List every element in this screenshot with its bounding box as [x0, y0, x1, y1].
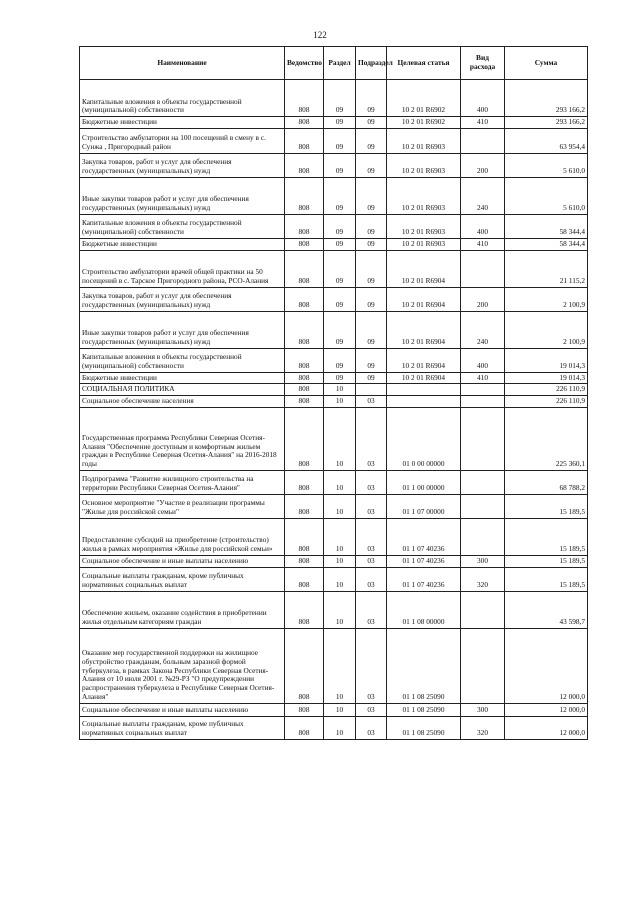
row-name: Капитальные вложения в объекты государственной (муниципальной) собственности	[80, 348, 285, 372]
row-subsection: 09	[356, 117, 387, 129]
row-subsection: 09	[356, 177, 387, 214]
row-expense-type: 410	[461, 117, 505, 129]
row-sum: 19 014,3	[505, 348, 588, 372]
row-subsection: 03	[356, 703, 387, 716]
row-sum: 12 000,0	[505, 716, 588, 739]
row-subsection: 03	[356, 494, 387, 518]
row-name: Социальное обеспечение и иные выплаты населению	[80, 555, 285, 567]
row-section: 10	[324, 407, 356, 470]
row-sum: 68 788,2	[505, 470, 588, 494]
row-sum: 15 189,5	[505, 567, 588, 591]
row-section: 09	[324, 238, 356, 250]
row-department: 808	[285, 518, 324, 555]
table-row	[80, 407, 588, 470]
row-expense-type: 400	[461, 348, 505, 372]
row-name: Социальные выплаты гражданам, кроме публичных нормативных социальных выплат	[80, 716, 285, 739]
row-name: Основное мероприятие "Участие в реализации программы "Жилье для российской семьи"	[80, 494, 285, 518]
row-department: 808	[285, 494, 324, 518]
row-name: Оказание мер государственной поддержки на жилищное обустройство гражданам, больным заразной формой туберкулеза, в рамках Закона Республики Северная Осетия-Алания от 10 июля 2001 г. №29-РЗ "О предупреждении распространения туберкулеза в Республике Северная Осетия-Алания"	[80, 628, 285, 703]
row-expense-type	[461, 628, 505, 703]
col-header-subsection: Подраздел	[356, 47, 387, 80]
table-row	[80, 287, 588, 311]
row-target-article: 10 2 01 R6903	[387, 214, 461, 238]
table-row	[80, 372, 588, 384]
row-department: 808	[285, 128, 324, 153]
row-target-article	[387, 384, 461, 396]
row-subsection: 09	[356, 153, 387, 177]
row-name: Предоставление субсидий на приобретение (строительство) жилья в рамках мероприятия «Жилье для российской семьи»	[80, 518, 285, 555]
table-row	[80, 214, 588, 238]
row-target-article: 01 1 08 25090	[387, 716, 461, 739]
table-row	[80, 384, 588, 396]
row-section: 09	[324, 117, 356, 129]
row-sum: 12 000,0	[505, 703, 588, 716]
row-department: 808	[285, 348, 324, 372]
row-department: 808	[285, 372, 324, 384]
table-row	[80, 555, 588, 567]
row-target-article: 01 1 08 25090	[387, 628, 461, 703]
row-section: 09	[324, 372, 356, 384]
row-target-article: 10 2 01 R6904	[387, 348, 461, 372]
row-department: 808	[285, 555, 324, 567]
row-section: 10	[324, 628, 356, 703]
row-expense-type	[461, 591, 505, 628]
row-section: 10	[324, 567, 356, 591]
row-department: 808	[285, 117, 324, 129]
row-expense-type: 300	[461, 555, 505, 567]
row-sum: 5 610,0	[505, 177, 588, 214]
row-target-article: 01 1 07 00000	[387, 494, 461, 518]
row-subsection: 03	[356, 396, 387, 408]
row-target-article: 10 2 01 R6904	[387, 311, 461, 348]
row-department: 808	[285, 470, 324, 494]
row-target-article: 10 2 01 R6904	[387, 250, 461, 287]
row-subsection: 03	[356, 518, 387, 555]
row-name: Бюджетные инвестиции	[80, 372, 285, 384]
row-expense-type: 410	[461, 238, 505, 250]
row-sum: 58 344,4	[505, 214, 588, 238]
row-expense-type: 320	[461, 716, 505, 739]
row-sum: 293 166,2	[505, 117, 588, 129]
header-row	[80, 47, 588, 80]
table-row	[80, 567, 588, 591]
row-department: 808	[285, 396, 324, 408]
row-section: 09	[324, 287, 356, 311]
table-row	[80, 128, 588, 153]
table-row	[80, 250, 588, 287]
table-row	[80, 117, 588, 129]
row-sum: 15 189,5	[505, 494, 588, 518]
row-sum: 2 100,9	[505, 311, 588, 348]
row-subsection: 03	[356, 716, 387, 739]
row-section: 10	[324, 555, 356, 567]
row-sum: 21 115,2	[505, 250, 588, 287]
row-department: 808	[285, 311, 324, 348]
row-sum: 12 000,0	[505, 628, 588, 703]
row-name: Капитальные вложения в объекты государственной (муниципальной) собственности	[80, 214, 285, 238]
row-target-article: 01 1 08 00000	[387, 591, 461, 628]
row-department: 808	[285, 250, 324, 287]
row-expense-type	[461, 494, 505, 518]
table-row	[80, 153, 588, 177]
row-expense-type	[461, 128, 505, 153]
row-subsection: 03	[356, 628, 387, 703]
table-row	[80, 80, 588, 117]
row-expense-type: 240	[461, 177, 505, 214]
row-expense-type	[461, 407, 505, 470]
row-name: Государственная программа Республики Северная Осетия-Алания "Обеспечение доступным и комфортным жильем граждан в Республике Северная Осетия-Алания" на 2016-2018 годы	[80, 407, 285, 470]
row-section: 09	[324, 80, 356, 117]
row-name: Социальные выплаты гражданам, кроме публичных нормативных социальных выплат	[80, 567, 285, 591]
row-section: 10	[324, 470, 356, 494]
table-row	[80, 703, 588, 716]
row-department: 808	[285, 384, 324, 396]
row-subsection: 03	[356, 567, 387, 591]
row-expense-type: 400	[461, 80, 505, 117]
row-subsection: 03	[356, 591, 387, 628]
row-department: 808	[285, 238, 324, 250]
row-target-article: 10 2 01 R6904	[387, 372, 461, 384]
row-section: 10	[324, 396, 356, 408]
row-section: 10	[324, 703, 356, 716]
row-target-article: 01 1 08 25090	[387, 703, 461, 716]
table-row	[80, 311, 588, 348]
row-expense-type	[461, 250, 505, 287]
table-row	[80, 591, 588, 628]
col-header-sum: Сумма	[505, 47, 588, 80]
row-department: 808	[285, 591, 324, 628]
col-header-target-article: Целевая статья	[387, 47, 461, 80]
col-header-department: Ведомство	[285, 47, 324, 80]
row-target-article: 01 1 07 40236	[387, 567, 461, 591]
row-expense-type	[461, 470, 505, 494]
row-department: 808	[285, 287, 324, 311]
row-sum: 58 344,4	[505, 238, 588, 250]
table-row	[80, 470, 588, 494]
row-sum: 225 360,1	[505, 407, 588, 470]
row-section: 09	[324, 128, 356, 153]
row-section: 09	[324, 177, 356, 214]
row-subsection: 09	[356, 250, 387, 287]
row-subsection: 09	[356, 214, 387, 238]
row-target-article: 10 2 01 R6903	[387, 238, 461, 250]
row-target-article: 10 2 01 R6903	[387, 128, 461, 153]
row-section: 10	[324, 518, 356, 555]
row-target-article: 10 2 01 R6904	[387, 287, 461, 311]
row-expense-type: 200	[461, 153, 505, 177]
col-header-name: Наименование	[80, 47, 285, 80]
row-target-article: 01 1 00 00000	[387, 470, 461, 494]
row-sum: 293 166,2	[505, 80, 588, 117]
row-subsection: 09	[356, 80, 387, 117]
row-department: 808	[285, 407, 324, 470]
row-name: Социальное обеспечение и иные выплаты населению	[80, 703, 285, 716]
row-target-article	[387, 396, 461, 408]
row-sum: 15 189,5	[505, 518, 588, 555]
row-section: 09	[324, 250, 356, 287]
row-department: 808	[285, 716, 324, 739]
row-name: Иные закупки товаров работ и услуг для обеспечения государственных (муниципальных) нужд	[80, 177, 285, 214]
row-department: 808	[285, 153, 324, 177]
table-row	[80, 518, 588, 555]
row-subsection: 03	[356, 470, 387, 494]
row-department: 808	[285, 567, 324, 591]
table-row	[80, 348, 588, 372]
row-department: 808	[285, 703, 324, 716]
row-name: Бюджетные инвестиции	[80, 238, 285, 250]
row-name: Строительство амбулатории врачей общей практики на 50 посещений в с. Тарское Пригородного района, РСО-Алания	[80, 250, 285, 287]
row-name: Закупка товаров, работ и услуг для обеспечения государственных (муниципальных) нужд	[80, 153, 285, 177]
row-sum: 63 954,4	[505, 128, 588, 153]
row-section: 10	[324, 494, 356, 518]
row-department: 808	[285, 628, 324, 703]
row-subsection: 09	[356, 372, 387, 384]
row-name: Социальное обеспечение населения	[80, 396, 285, 408]
row-name: Иные закупки товаров работ и услуг для обеспечения государственных (муниципальных) нужд	[80, 311, 285, 348]
row-section: 10	[324, 591, 356, 628]
row-subsection: 03	[356, 407, 387, 470]
row-subsection	[356, 384, 387, 396]
row-sum: 226 110,9	[505, 396, 588, 408]
row-sum: 226 110,9	[505, 384, 588, 396]
page-number: 122	[313, 30, 327, 40]
row-expense-type: 300	[461, 703, 505, 716]
row-expense-type: 200	[461, 287, 505, 311]
row-name: Обеспечение жильем, оказание содействия в приобретении жилья отдельным категориям граждан	[80, 591, 285, 628]
row-name: Строительство амбулатории на 100 посещений в смену в с. Сунжа , Пригородный район	[80, 128, 285, 153]
budget-table	[79, 46, 588, 740]
row-subsection: 09	[356, 238, 387, 250]
row-expense-type	[461, 518, 505, 555]
row-name: Подпрограмма "Развитие жилищного строительства на территории Республики Северная Осетия-Алания"	[80, 470, 285, 494]
row-sum: 5 610,0	[505, 153, 588, 177]
table-row	[80, 396, 588, 408]
row-expense-type: 320	[461, 567, 505, 591]
row-target-article: 10 2 01 R6903	[387, 153, 461, 177]
row-section: 10	[324, 384, 356, 396]
row-subsection: 09	[356, 311, 387, 348]
row-expense-type	[461, 396, 505, 408]
row-name: Капитальные вложения в объекты государственной (муниципальной) собственности	[80, 80, 285, 117]
row-sum: 43 598,7	[505, 591, 588, 628]
row-sum: 2 100,9	[505, 287, 588, 311]
row-name: Закупка товаров, работ и услуг для обеспечения государственных (муниципальных) нужд	[80, 287, 285, 311]
row-department: 808	[285, 214, 324, 238]
col-header-section: Раздел	[324, 47, 356, 80]
row-name: Бюджетные инвестиции	[80, 117, 285, 129]
row-subsection: 03	[356, 555, 387, 567]
row-target-article: 10 2 01 R6902	[387, 117, 461, 129]
row-subsection: 09	[356, 287, 387, 311]
table-row	[80, 238, 588, 250]
row-expense-type: 410	[461, 372, 505, 384]
row-section: 09	[324, 153, 356, 177]
row-section: 09	[324, 214, 356, 238]
row-sum: 19 014,3	[505, 372, 588, 384]
row-target-article: 10 2 01 R6902	[387, 80, 461, 117]
row-expense-type	[461, 384, 505, 396]
col-header-expense-type: Вид расхода	[461, 47, 505, 80]
row-expense-type: 240	[461, 311, 505, 348]
table-row	[80, 716, 588, 739]
row-department: 808	[285, 80, 324, 117]
row-department: 808	[285, 177, 324, 214]
row-section: 09	[324, 311, 356, 348]
row-target-article: 01 1 07 40236	[387, 518, 461, 555]
row-target-article: 01 1 07 40236	[387, 555, 461, 567]
row-section: 10	[324, 716, 356, 739]
row-expense-type: 400	[461, 214, 505, 238]
row-subsection: 09	[356, 348, 387, 372]
row-section: 09	[324, 348, 356, 372]
row-target-article: 10 2 01 R6903	[387, 177, 461, 214]
row-target-article: 01 0 00 00000	[387, 407, 461, 470]
table-row	[80, 177, 588, 214]
row-name: СОЦИАЛЬНАЯ ПОЛИТИКА	[80, 384, 285, 396]
table-row	[80, 628, 588, 703]
row-sum: 15 189,5	[505, 555, 588, 567]
table-row	[80, 494, 588, 518]
row-subsection: 09	[356, 128, 387, 153]
